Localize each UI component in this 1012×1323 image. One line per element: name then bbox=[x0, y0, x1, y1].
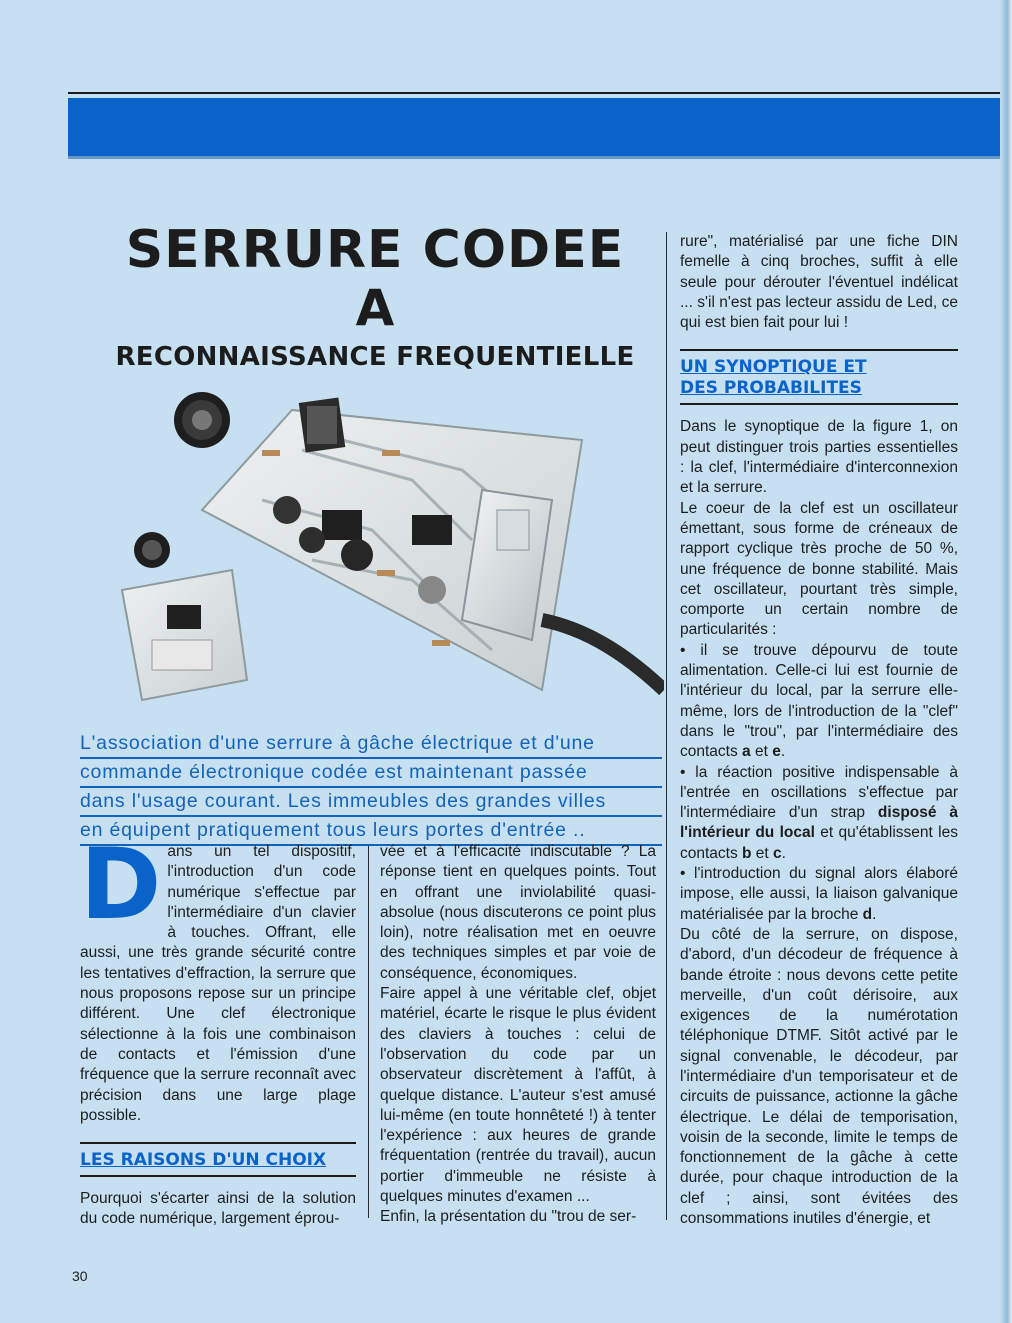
body-paragraph: ans un tel dispositif, l'introduction d'un code numérique s'effectue par l'intermédiaire d'un clavier à touches. Offrant, elle aussi, une très grande sécurité contre les tentatives d'effraction, la serrure que nous proposons repose sur un principe différent. Une clef électronique sélectionne à la fois une combinaison de contacts et l'émission d'une fréquence que la serrure reconnaît avec précision dans une large plage possible. bbox=[80, 843, 356, 1124]
body-paragraph: • la réaction positive indispensable à l'entrée en oscillations s'effectue par l'intermédiaire d'un strap disposé à l'intérieur du local et qu'établissent les contacts b et c. bbox=[680, 763, 958, 862]
article-title bbox=[90, 222, 660, 372]
circuit-board-photo bbox=[112, 390, 664, 710]
body-paragraph: Faire appel à une véritable clef, objet matériel, écarte le risque le plus évident des claviers à touches : celui de l'observation du code par un observateur discrètement à l'affût, à quelque distance. L'auteur s'est amusé lui-même (en toute honnêteté !) à tenter l'expérience : aux heures de grande fréquentation (rentrée du travail), aucun portier d'immeuble ne résiste à quelques minutes d'examen ... bbox=[380, 985, 656, 1206]
column-2 bbox=[380, 842, 656, 1228]
section-heading-text: LES RAISONS D'UN CHOIX bbox=[80, 1150, 327, 1171]
section-heading-line: UN SYNOPTIQUE ET bbox=[680, 357, 867, 378]
column-divider bbox=[666, 232, 667, 1220]
body-paragraph: • il se trouve dépourvu de toute alimentation. Celle-ci lui est fournie de l'intérieur du local, par la serrure elle-même, lors de l'introduction de la "clef" dans le "trou", par l'intermédiaire des contacts a et e. bbox=[680, 641, 958, 761]
body-paragraph: • l'introduction du signal alors élaboré impose, elle aussi, la liaison galvanique matérialisée par la broche d. bbox=[680, 865, 958, 923]
header-band-shadow bbox=[68, 156, 1000, 159]
lead-line: en équipent pratiquement tous leurs portes d'entrée .. bbox=[80, 817, 662, 846]
dropcap: D bbox=[80, 828, 162, 942]
column-divider bbox=[368, 846, 369, 1218]
top-rule bbox=[68, 92, 1000, 94]
title-line-1: SERRURE CODEE bbox=[125, 220, 625, 280]
page-number: 30 bbox=[72, 1268, 88, 1284]
body-paragraph: Le coeur de la clef est un oscillateur émettant, sous forme de créneaux de rapport cyclique très proche de 50 %, une fréquence de bonne stabilité. Mais cet oscillateur, pourtant très simple, comporte un certain nombre de particularités : bbox=[680, 499, 958, 639]
body-paragraph: Du côté de la serrure, on dispose, d'abord, d'un décodeur de fréquence à bande étroite : nous devons cette petite merveille, d'un coût dérisoire, aux exigences de la numérotation téléphonique DTMF. Sitôt activé par le signal convenable, le décodeur, par l'intermédiaire d'un temporisateur et de circuits de puissance, actionne la gâche électrique. Le délai de temporisation, voisin de la seconde, limite le temps de fonctionnement de la gâche à cette durée, pour chaque introduction de la clef ; ainsi, sont évitées des consommations inutiles d'énergie, et bbox=[680, 925, 958, 1228]
lead-line: dans l'usage courant. Les immeubles des grandes villes bbox=[80, 788, 662, 817]
body-paragraph: Enfin, la présentation du "trou de ser- bbox=[380, 1208, 637, 1226]
body-paragraph: Dans le synoptique de la figure 1, on peut distinguer trois parties essentielles : la clef, l'intermédiaire d'interconnexion et la serrure. bbox=[680, 418, 958, 497]
title-line-3: RECONNAISSANCE FREQUENTIELLE bbox=[115, 342, 635, 372]
column-1 bbox=[80, 828, 356, 1230]
section-heading-line: DES PROBABILITES bbox=[680, 378, 862, 399]
lead-line: commande électronique codée est maintenant passée bbox=[80, 759, 662, 788]
body-paragraph: vée et à l'efficacité indiscutable ? La réponse tient en quelques points. Tout en offrant une inviolabilité quasi-absolue (nous discuterons ce point plus loin), notre réalisation met en oeuvre des techniques simples et par voie de conséquence, économiques. bbox=[380, 843, 656, 982]
header-band bbox=[68, 98, 1000, 156]
section-heading bbox=[680, 349, 958, 405]
body-paragraph: Pourquoi s'écarter ainsi de la solution du code numérique, largement éprou- bbox=[80, 1190, 356, 1228]
section-heading bbox=[80, 1142, 356, 1177]
lead-paragraph bbox=[80, 730, 662, 846]
title-line-2: A bbox=[355, 279, 395, 337]
body-paragraph: rure", matérialisé par une fiche DIN femelle à cinq broches, suffit à elle seule pour dérouter l'éventuel indélicat ... s'il n'est pas lecteur assidu de Led, ce qui est bien fait pour lui ! bbox=[680, 233, 958, 332]
page-edge bbox=[1000, 0, 1012, 1323]
lead-line: L'association d'une serrure à gâche électrique et d'une bbox=[80, 730, 662, 759]
column-3 bbox=[680, 232, 958, 1229]
